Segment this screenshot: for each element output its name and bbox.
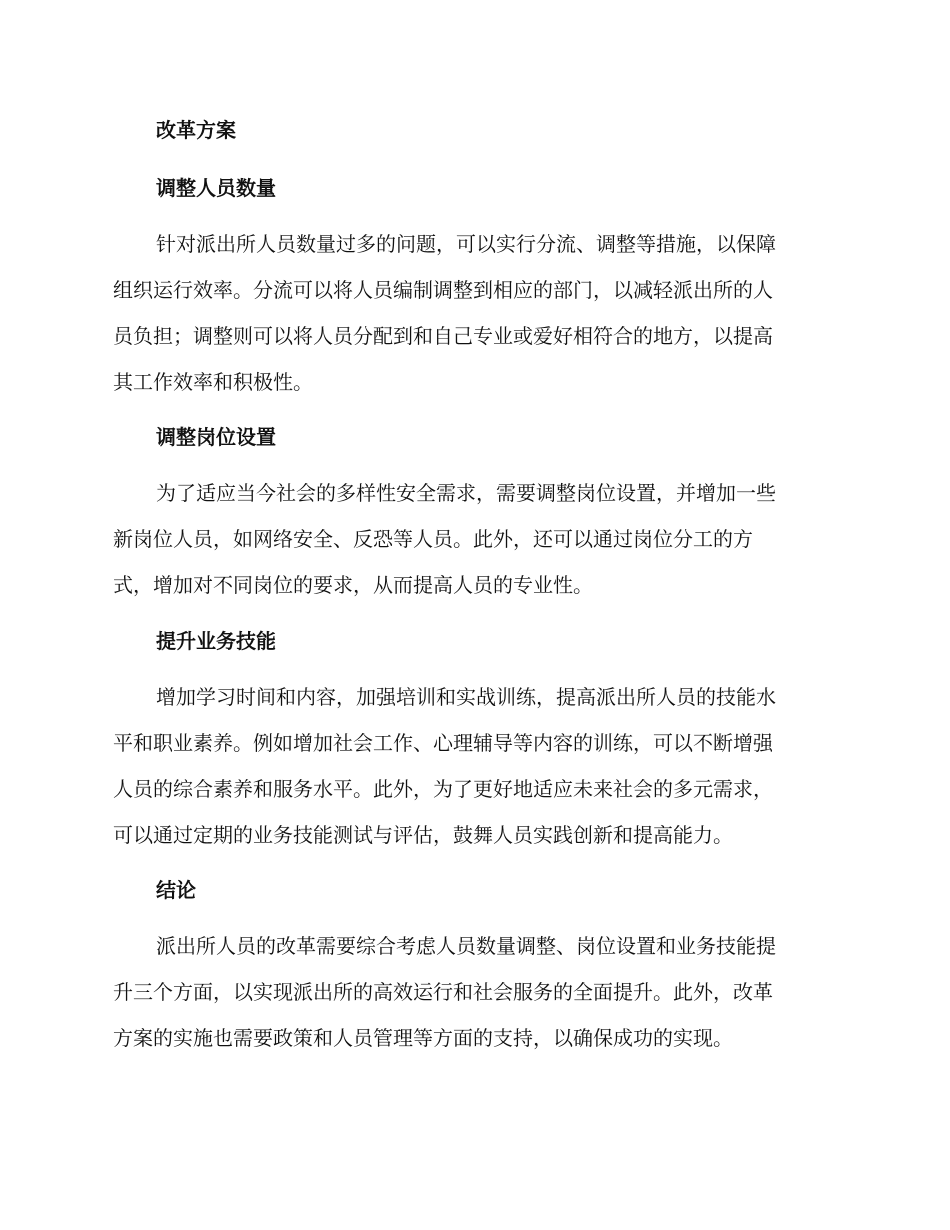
paragraph-line: 其工作效率和积极性。: [113, 370, 313, 394]
paragraph-line: 人员的综合素养和服务水平。此外，为了更好地适应未来社会的多元需求，: [113, 777, 773, 801]
paragraph-line: 为了适应当今社会的多样性安全需求，需要调整岗位设置，并增加一些: [156, 481, 776, 505]
paragraph-line: 升三个方面，以实现派出所的高效运行和社会服务的全面提升。此外，改革: [113, 980, 773, 1004]
section-paragraph-skills: [113, 674, 835, 858]
section-paragraph-conclusion: [113, 923, 835, 1061]
paragraph-line: 针对派出所人员数量过多的问题，可以实行分流、调整等措施，以保障: [156, 232, 776, 256]
paragraph-line: 组织运行效率。分流可以将人员编制调整到相应的部门，以减轻派出所的人: [113, 278, 773, 302]
section-heading-skills: 提升业务技能: [156, 629, 276, 653]
paragraph-line: 可以通过定期的业务技能测试与评估，鼓舞人员实践创新和提高能力。: [113, 823, 733, 847]
section-heading-post-setup: 调整岗位设置: [156, 425, 276, 449]
paragraph-line: 派出所人员的改革需要综合考虑人员数量调整、岗位设置和业务技能提: [156, 934, 776, 958]
paragraph-line: 平和职业素养。例如增加社会工作、心理辅导等内容的训练，可以不断增强: [113, 731, 773, 755]
paragraph-line: 式，增加对不同岗位的要求，从而提高人员的专业性。: [113, 573, 593, 597]
section-paragraph-staff-count: [113, 221, 835, 405]
section-heading-staff-count: 调整人员数量: [156, 176, 276, 200]
document-title: 改革方案: [156, 118, 236, 142]
section-paragraph-post-setup: [113, 470, 835, 608]
paragraph-line: 员负担；调整则可以将人员分配到和自己专业或爱好相符合的地方，以提高: [113, 324, 773, 348]
paragraph-line: 新岗位人员，如网络安全、反恐等人员。此外，还可以通过岗位分工的方: [113, 527, 753, 551]
paragraph-line: 方案的实施也需要政策和人员管理等方面的支持，以确保成功的实现。: [113, 1026, 733, 1050]
section-heading-conclusion: 结论: [156, 878, 196, 902]
paragraph-line: 增加学习时间和内容，加强培训和实战训练，提高派出所人员的技能水: [156, 685, 776, 709]
